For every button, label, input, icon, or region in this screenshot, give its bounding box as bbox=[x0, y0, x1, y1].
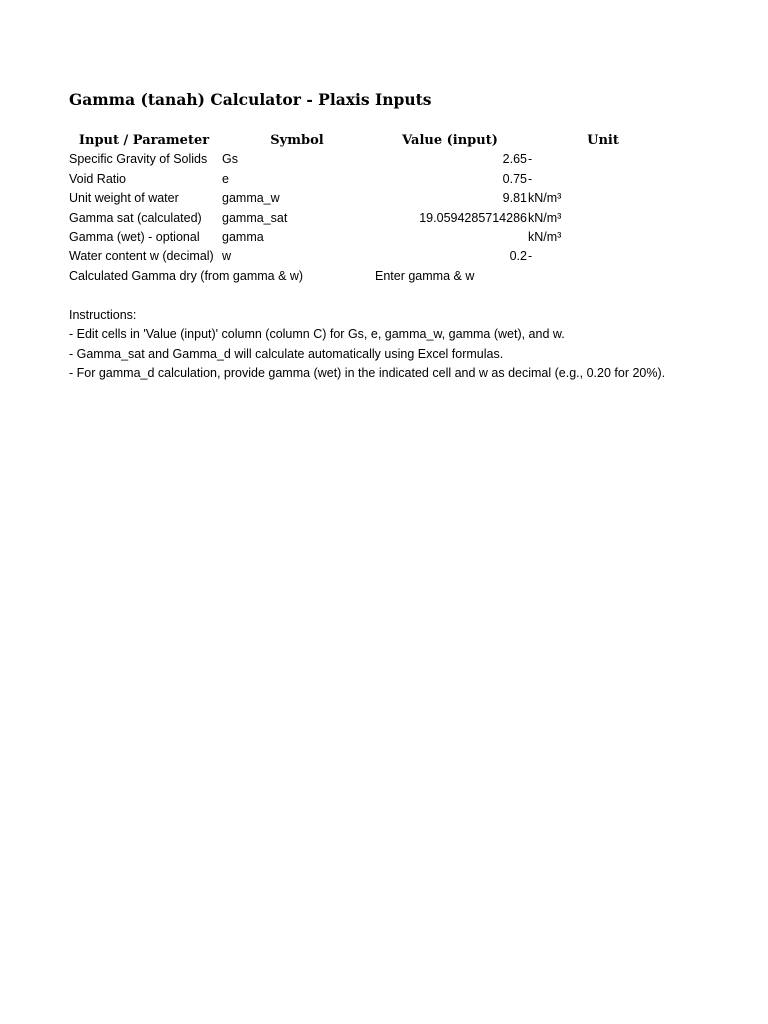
table-header-row bbox=[0, 131, 768, 150]
param-unit: kN/m³ bbox=[528, 210, 562, 225]
table-row bbox=[0, 228, 768, 247]
param-unit: kN/m³ bbox=[528, 191, 562, 206]
param-label: Gamma sat (calculated) bbox=[69, 210, 202, 225]
param-value-cell[interactable]: 9.81 bbox=[502, 191, 527, 206]
header-input-parameter: Input / Parameter bbox=[78, 133, 210, 148]
param-value-cell[interactable]: 0.2 bbox=[509, 249, 527, 264]
instruction-line: - Gamma_sat and Gamma_d will calculate automatically using Excel formulas. bbox=[69, 346, 504, 361]
header-symbol: Symbol bbox=[270, 133, 324, 148]
param-symbol: e bbox=[222, 171, 229, 186]
param-unit: kN/m³ bbox=[528, 229, 562, 244]
param-label: Unit weight of water bbox=[69, 191, 179, 206]
header-value-input: Value (input) bbox=[402, 133, 498, 148]
param-label: Void Ratio bbox=[69, 171, 126, 186]
gamma-dry-result-cell[interactable]: Enter gamma & w bbox=[375, 268, 475, 283]
param-unit: - bbox=[528, 152, 533, 167]
param-symbol: gamma_sat bbox=[222, 210, 288, 225]
table-row-gamma-dry bbox=[0, 267, 768, 286]
parameter-table bbox=[0, 131, 768, 286]
param-unit: - bbox=[528, 249, 533, 264]
table-row bbox=[0, 209, 768, 228]
param-label: Water content w (decimal) bbox=[69, 249, 214, 264]
param-value-cell[interactable]: 19.0594285714286 bbox=[419, 210, 527, 225]
instructions-block bbox=[69, 306, 749, 384]
table-row bbox=[0, 170, 768, 189]
header-unit: Unit bbox=[587, 133, 619, 148]
table-row bbox=[0, 150, 768, 169]
param-symbol: gamma bbox=[222, 229, 264, 244]
param-label: Specific Gravity of Solids bbox=[69, 152, 208, 167]
param-label: Gamma (wet) - optional bbox=[69, 229, 200, 244]
param-symbol: Gs bbox=[222, 152, 238, 167]
table-row bbox=[0, 247, 768, 266]
page-title: Gamma (tanah) Calculator - Plaxis Inputs bbox=[69, 90, 432, 109]
param-label: Calculated Gamma dry (from gamma & w) bbox=[69, 268, 304, 283]
instructions-heading: Instructions: bbox=[69, 308, 137, 322]
instruction-line: - For gamma_d calculation, provide gamma (wet) in the indicated cell and w as decimal (e.g., 0.20 for 20%). bbox=[69, 366, 666, 381]
param-symbol: gamma_w bbox=[222, 191, 280, 206]
instruction-line: - Edit cells in 'Value (input)' column (column C) for Gs, e, gamma_w, gamma (wet), and w. bbox=[69, 327, 565, 342]
param-value-cell[interactable]: 0.75 bbox=[502, 171, 527, 186]
param-symbol: w bbox=[222, 249, 232, 264]
table-row bbox=[0, 189, 768, 208]
param-value-cell[interactable]: 2.65 bbox=[502, 152, 527, 167]
param-unit: - bbox=[528, 171, 533, 186]
